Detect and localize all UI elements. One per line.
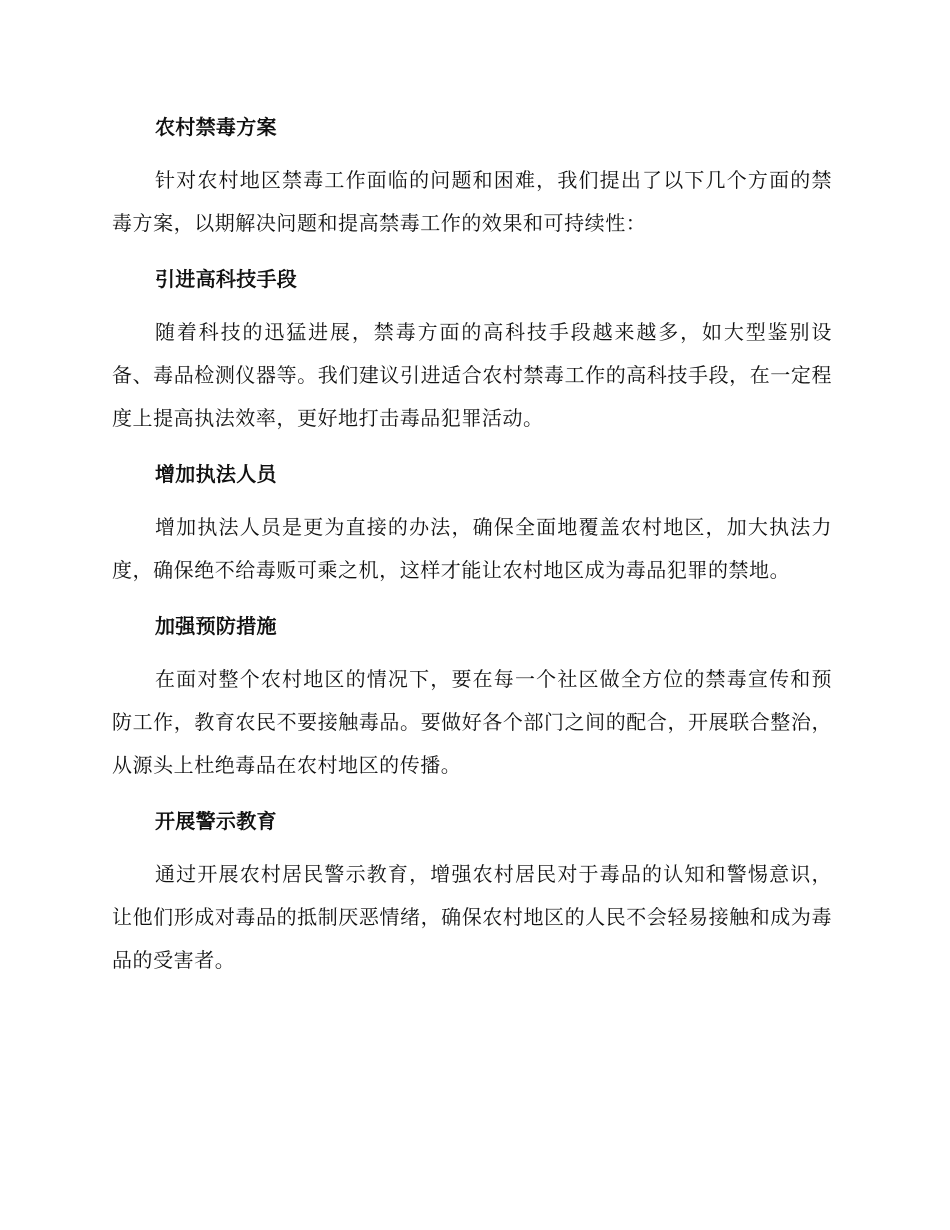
section-body-warning-education: 通过开展农村居民警示教育，增强农村居民对于毒品的认知和警惕意识，让他们形成对毒品的抵制厌恶情绪，确保农村地区的人民不会轻易接触和成为毒品的受害者。 — [112, 862, 832, 972]
section-heading-warning-education: 开展警示教育 — [155, 809, 277, 833]
section-heading-prevention: 加强预防措施 — [155, 614, 277, 638]
intro-paragraph: 针对农村地区禁毒工作面临的问题和困难，我们提出了以下几个方面的禁毒方案，以期解决问题和提高禁毒工作的效果和可持续性： — [112, 168, 832, 235]
section-heading-law-enforcement: 增加执法人员 — [155, 462, 277, 486]
section-body-high-tech: 随着科技的迅猛进展，禁毒方面的高科技手段越来越多，如大型鉴别设备、毒品检测仪器等。我们建议引进适合农村禁毒工作的高科技手段，在一定程度上提高执法效率，更好地打击毒品犯罪活动。 — [112, 320, 832, 430]
section-body-law-enforcement: 增加执法人员是更为直接的办法，确保全面地覆盖农村地区，加大执法力度，确保绝不给毒贩可乘之机，这样才能让农村地区成为毒品犯罪的禁地。 — [112, 515, 832, 582]
section-body-prevention: 在面对整个农村地区的情况下，要在每一个社区做全方位的禁毒宣传和预防工作，教育农民不要接触毒品。要做好各个部门之间的配合，开展联合整治，从源头上杜绝毒品在农村地区的传播。 — [112, 667, 832, 777]
section-heading-high-tech: 引进高科技手段 — [155, 267, 298, 291]
document-title: 农村禁毒方案 — [155, 115, 277, 139]
